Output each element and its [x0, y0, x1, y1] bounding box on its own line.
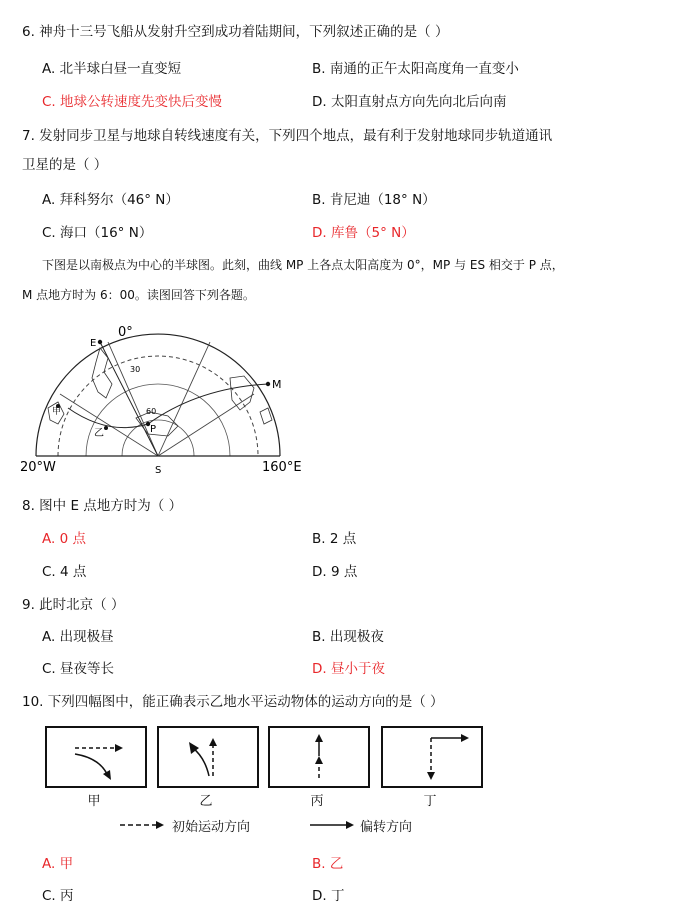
q6-option-b[interactable]: B. 南通的正午太阳高度角一直变小: [312, 61, 519, 77]
diagram-label-bing: 丙: [310, 794, 324, 809]
dashed-arrow-legend-icon: [118, 818, 166, 832]
map-label-yi: 乙: [94, 428, 104, 439]
q7-option-d[interactable]: D. 库鲁（5° N）: [312, 225, 415, 241]
map-label-20w: 20°W: [20, 460, 56, 475]
south-pole-hemisphere-map: [18, 318, 308, 478]
arrow-diagram-ding-icon: [383, 728, 481, 786]
map-label-160e: 160°E: [262, 460, 302, 475]
map-label-30: 30: [130, 365, 141, 374]
q9-option-a[interactable]: A. 出现极昼: [42, 629, 114, 645]
diagram-box-ding[interactable]: [381, 726, 483, 788]
point-e: [98, 340, 102, 344]
point-yi: [104, 426, 108, 430]
q8-stem: 8. 图中 E 点地方时为（ ）: [22, 498, 183, 514]
q6-option-a[interactable]: A. 北半球白昼一直变短: [42, 61, 182, 77]
map-label-s: S: [155, 465, 162, 476]
intro-line1: 下图是以南极点为中心的半球图。此刻，曲线 MP 上各点太阳高度为 0°，MP 与 ES 相交于 P 点，: [42, 258, 564, 272]
diagram-box-bing[interactable]: [268, 726, 370, 788]
q8-option-c[interactable]: C. 4 点: [42, 564, 87, 580]
q10-option-d[interactable]: D. 丁: [312, 888, 345, 904]
arrow-diagram-bing-icon: [270, 728, 368, 786]
q7-option-b[interactable]: B. 肯尼迪（18° N）: [312, 192, 436, 208]
point-m: [266, 382, 270, 386]
q7-option-c[interactable]: C. 海口（16° N）: [42, 225, 153, 241]
q9-option-d[interactable]: D. 昼小于夜: [312, 661, 385, 677]
map-label-0: 0°: [118, 325, 133, 340]
legend-initial-direction: 初始运动方向: [172, 820, 251, 835]
q10-stem: 10. 下列四幅图中，能正确表示乙地水平运动物体的运动方向的是（ ）: [22, 694, 444, 710]
q8-option-b[interactable]: B. 2 点: [312, 531, 357, 547]
arrow-diagram-jia-icon: [47, 728, 145, 786]
diagram-label-ding: 丁: [423, 794, 437, 809]
map-label-jia: 甲: [52, 407, 62, 417]
arrow-diagram-yi-icon: [159, 728, 257, 786]
q7-option-a[interactable]: A. 拜科努尔（46° N）: [42, 192, 179, 208]
q8-option-a[interactable]: A. 0 点: [42, 531, 86, 547]
legend-deflection-direction: 偏转方向: [360, 820, 413, 835]
solid-arrow-legend-icon: [308, 818, 356, 832]
map-label-60: 60: [146, 407, 157, 416]
q8-option-d[interactable]: D. 9 点: [312, 564, 358, 580]
q9-stem: 9. 此时北京（ ）: [22, 597, 125, 613]
q10-option-b[interactable]: B. 乙: [312, 856, 344, 872]
q6-option-d[interactable]: D. 太阳直射点方向先向北后向南: [312, 94, 507, 110]
q6-option-c[interactable]: C. 地球公转速度先变快后变慢: [42, 94, 223, 110]
q7-stem-line2: 卫星的是（ ）: [22, 157, 108, 173]
diagram-label-jia: 甲: [87, 794, 101, 809]
diagram-box-jia[interactable]: [45, 726, 147, 788]
map-label-p: P: [150, 424, 157, 435]
map-label-e: E: [90, 338, 97, 349]
q9-option-b[interactable]: B. 出现极夜: [312, 629, 384, 645]
q7-stem-line1: 7. 发射同步卫星与地球自转线速度有关，下列四个地点，最有利于发射地球同步轨道通讯: [22, 128, 553, 144]
q9-option-c[interactable]: C. 昼夜等长: [42, 661, 115, 677]
intro-line2: M 点地方时为 6：00。读图回答下列各题。: [22, 288, 255, 302]
diagram-label-yi: 乙: [199, 794, 213, 809]
q10-option-a[interactable]: A. 甲: [42, 856, 74, 872]
q6-stem: 6. 神舟十三号飞船从发射升空到成功着陆期间，下列叙述正确的是（ ）: [22, 24, 449, 40]
diagram-box-yi[interactable]: [157, 726, 259, 788]
q10-option-c[interactable]: C. 丙: [42, 888, 74, 904]
map-label-m: M: [272, 378, 282, 391]
